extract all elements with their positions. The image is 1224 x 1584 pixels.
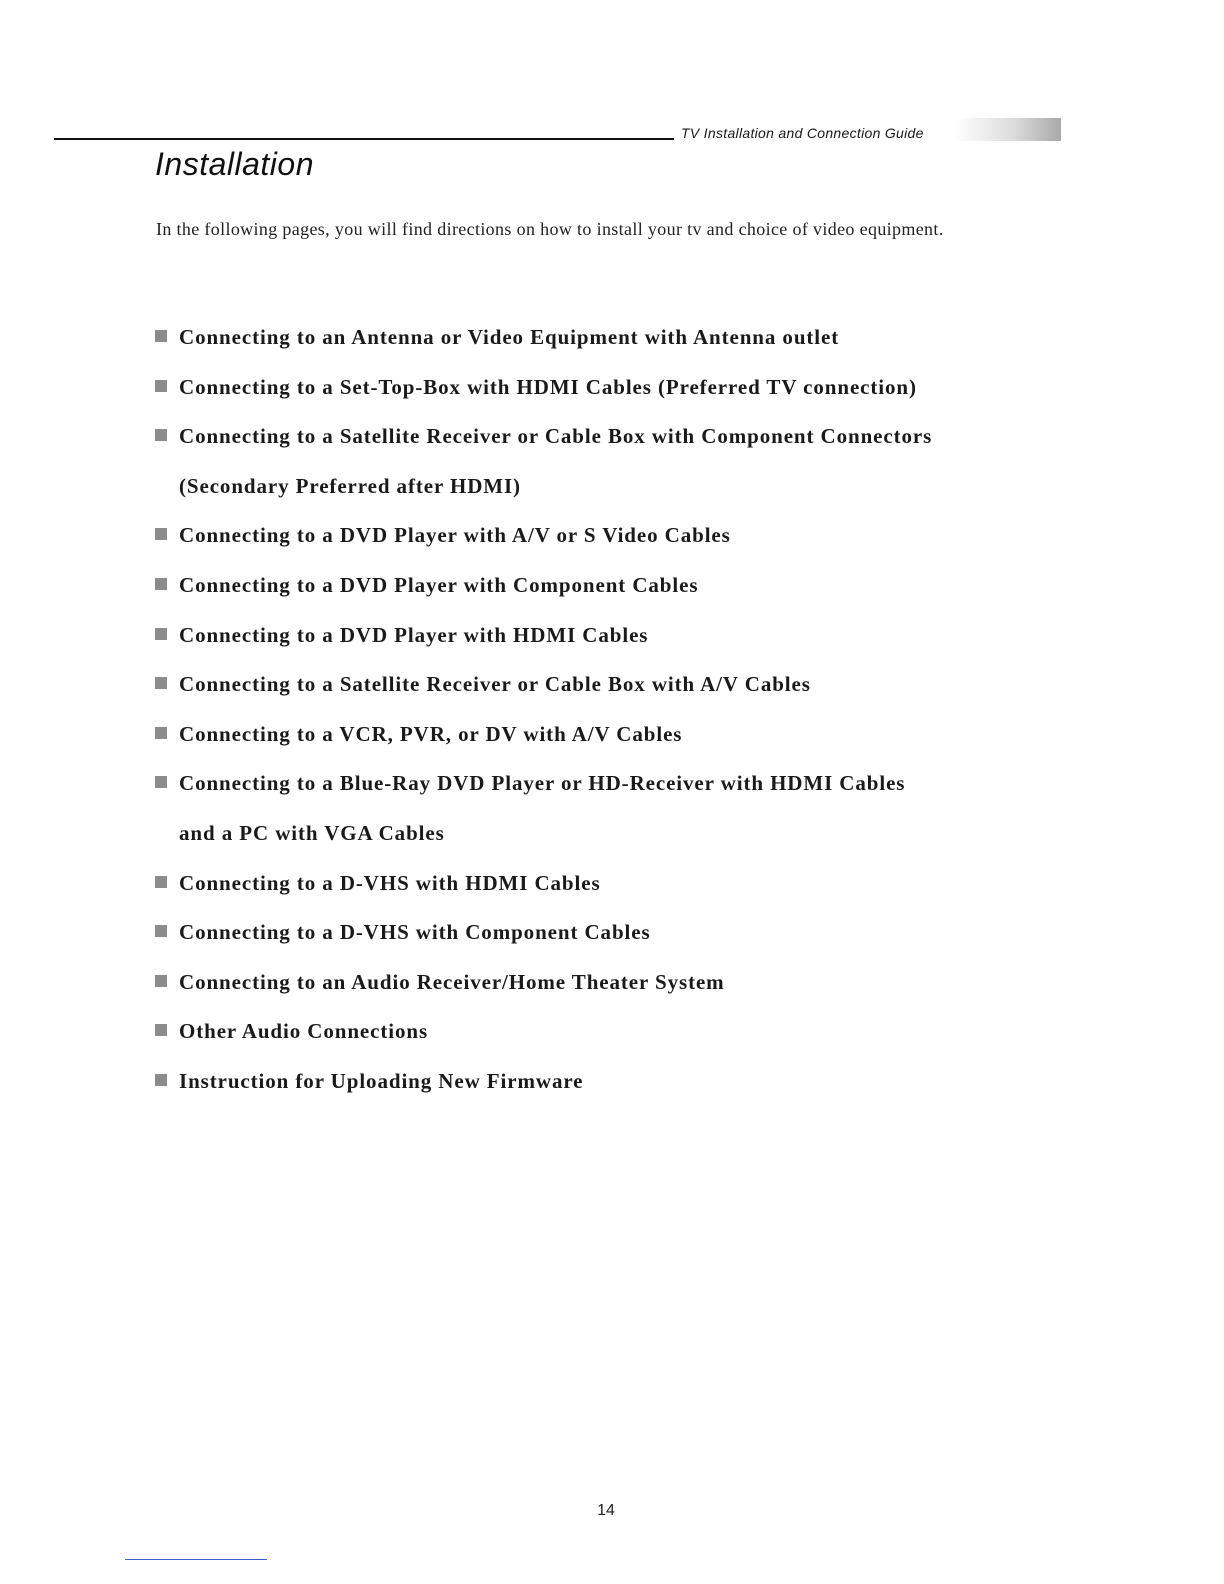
topic-item — [155, 1007, 1055, 1057]
topic-label: Connecting to a VCR, PVR, or DV with A/V Cables — [179, 721, 683, 746]
square-bullet-icon — [155, 628, 167, 640]
square-bullet-icon — [155, 975, 167, 987]
page-number: 14 — [597, 1502, 615, 1519]
topic-label-continuation: and a PC with VGA Cables — [179, 820, 445, 845]
square-bullet-icon — [155, 727, 167, 739]
topic-label: Connecting to a Satellite Receiver or Cable Box with A/V Cables — [179, 672, 811, 697]
topic-label: Connecting to a Blue-Ray DVD Player or HD-Receiver with HDMI Cables — [179, 771, 906, 796]
topic-item — [155, 363, 1055, 413]
topic-label: Instruction for Uploading New Firmware — [179, 1068, 584, 1093]
topic-label: Connecting to a DVD Player with HDMI Cables — [179, 622, 649, 647]
square-bullet-icon — [155, 776, 167, 788]
square-bullet-icon — [155, 1074, 167, 1086]
square-bullet-icon — [155, 429, 167, 441]
square-bullet-icon — [155, 380, 167, 392]
topic-item — [155, 611, 1055, 661]
topic-item — [155, 412, 1055, 511]
topic-label: Connecting to a D-VHS with Component Cables — [179, 920, 651, 945]
topic-label: Other Audio Connections — [179, 1019, 429, 1044]
header-gradient-tab — [955, 118, 1061, 141]
topic-item — [155, 1057, 1055, 1107]
topic-label-continuation: (Secondary Preferred after HDMI) — [179, 473, 521, 498]
square-bullet-icon — [155, 876, 167, 888]
topic-list — [155, 313, 1055, 1107]
topic-item — [155, 313, 1055, 363]
square-bullet-icon — [155, 1024, 167, 1036]
header-rule — [54, 138, 674, 140]
footer-link-underline — [125, 1559, 267, 1560]
intro-paragraph: In the following pages, you will find directions on how to install your tv and choice of video equipment. — [156, 219, 944, 239]
topic-item — [155, 759, 1055, 858]
topic-label: Connecting to a DVD Player with A/V or S Video Cables — [179, 523, 731, 548]
topic-item — [155, 710, 1055, 760]
topic-label: Connecting to a Set-Top-Box with HDMI Cables (Preferred TV connection) — [179, 374, 917, 399]
topic-item — [155, 859, 1055, 909]
square-bullet-icon — [155, 925, 167, 937]
square-bullet-icon — [155, 578, 167, 590]
topic-label: Connecting to an Audio Receiver/Home Theater System — [179, 969, 725, 994]
topic-label: Connecting to a D-VHS with HDMI Cables — [179, 870, 601, 895]
topic-label: Connecting to a DVD Player with Component Cables — [179, 572, 699, 597]
page-title: Installation — [155, 146, 314, 182]
topic-item — [155, 908, 1055, 958]
topic-label: Connecting to an Antenna or Video Equipment with Antenna outlet — [179, 325, 840, 349]
guide-title: TV Installation and Connection Guide — [681, 125, 924, 141]
topic-label: Connecting to a Satellite Receiver or Cable Box with Component Connectors — [179, 424, 933, 449]
square-bullet-icon — [155, 330, 167, 342]
topic-item — [155, 958, 1055, 1008]
topic-item — [155, 561, 1055, 611]
square-bullet-icon — [155, 677, 167, 689]
square-bullet-icon — [155, 528, 167, 540]
topic-item — [155, 660, 1055, 710]
topic-item — [155, 511, 1055, 561]
